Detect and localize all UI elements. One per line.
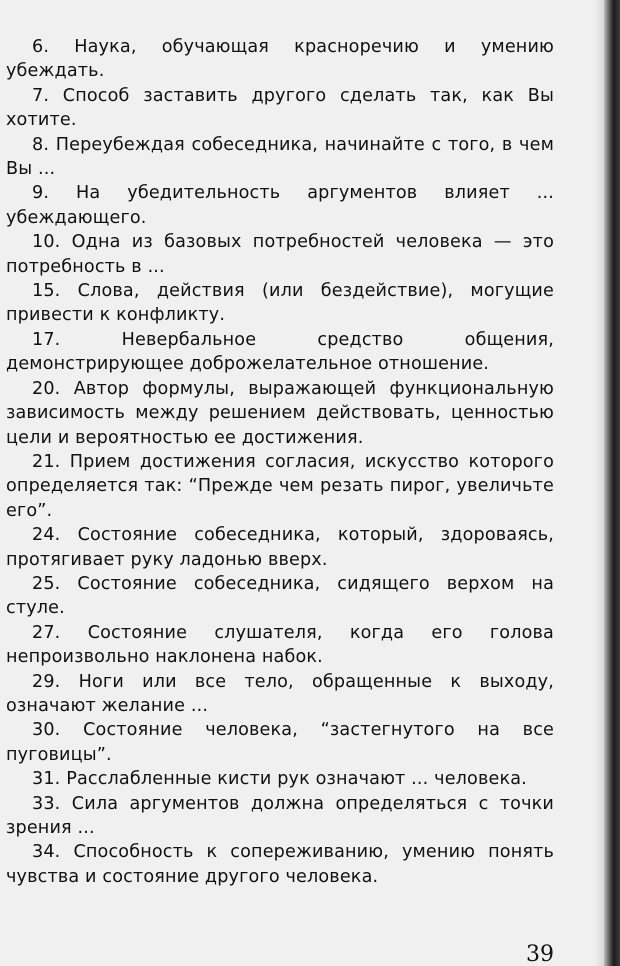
item-text: Способ заставить другого сделать так, как Вы хотите. (6, 85, 554, 131)
item-number: 25. (32, 573, 61, 594)
item-text: Состояние собеседника, который, здороваясь, протягивает руку ладонью вверх. (6, 525, 555, 570)
list-item (6, 621, 554, 670)
item-text: Состояние собеседника, сидящего верхом на стуле. (6, 573, 554, 619)
question-list (6, 35, 554, 889)
item-number: 10. (32, 232, 61, 253)
item-text: Наука, обучающая красноречию и умению убеждать. (6, 37, 554, 82)
list-item (6, 572, 554, 621)
item-text: Автор формулы, выражающей функциональную зависимость между решением действовать, ценностью цели и вероятностью ее достижения. (6, 378, 554, 448)
book-spine-edge (604, 0, 620, 966)
item-text: Сила аргументов должна определяться с точки зрения ... (6, 793, 554, 838)
item-number: 8. (32, 134, 50, 155)
item-number: 31. (32, 769, 61, 790)
item-number: 9. (32, 183, 50, 204)
item-text: Расслабленные кисти рук означают ... человека. (66, 769, 527, 790)
item-number: 15. (32, 281, 61, 302)
item-text: Состояние человека, “застегнутого на все пуговицы”. (6, 720, 554, 765)
page-number: 39 (526, 942, 554, 966)
item-text: Ноги или все тело, обращенные к выходу, означают желание ... (6, 671, 554, 716)
list-item (6, 840, 554, 889)
item-text: На убедительность аргументов влияет ... убеждающего. (6, 183, 554, 228)
list-item (6, 718, 554, 767)
item-text: Одна из базовых потребностей человека — это потребность в ... (6, 232, 554, 277)
list-item (6, 767, 554, 791)
item-number: 20. (32, 378, 61, 399)
list-item (6, 35, 554, 84)
item-number: 27. (32, 622, 61, 643)
item-text: Переубеждая собеседника, начинайте с того, в чем Вы ... (6, 134, 554, 180)
item-number: 34. (32, 842, 61, 863)
list-item (6, 230, 554, 279)
list-item (6, 523, 554, 572)
list-item (6, 670, 554, 719)
item-number: 30. (32, 720, 61, 741)
list-item (6, 133, 554, 182)
item-number: 29. (32, 671, 61, 692)
list-item (6, 279, 554, 328)
item-text: Слова, действия (или бездействие), могущие привести к конфликту. (6, 281, 554, 326)
item-number: 17. (32, 329, 61, 350)
list-item (6, 84, 554, 133)
list-item (6, 792, 554, 841)
list-item (6, 181, 554, 230)
item-number: 33. (32, 793, 61, 814)
item-number: 21. (32, 451, 61, 472)
list-item (6, 377, 554, 450)
item-text: Прием достижения согласия, искусство которого определяется так: “Прежде чем резать пирог, увеличьте его”. (6, 451, 554, 521)
spine-shadow (594, 0, 604, 966)
item-number: 6. (32, 37, 50, 57)
list-item (6, 328, 554, 377)
item-number: 7. (32, 85, 50, 106)
item-number: 24. (32, 525, 61, 546)
item-text: Состояние слушателя, когда его голова непроизвольно наклонена набок. (6, 622, 554, 668)
item-text: Невербальное средство общения, демонстрирующее доброжелательное отношение. (6, 329, 554, 375)
item-text: Способность к сопереживанию, умению понять чувства и состояние другого человека. (6, 842, 554, 887)
list-item (6, 450, 554, 523)
